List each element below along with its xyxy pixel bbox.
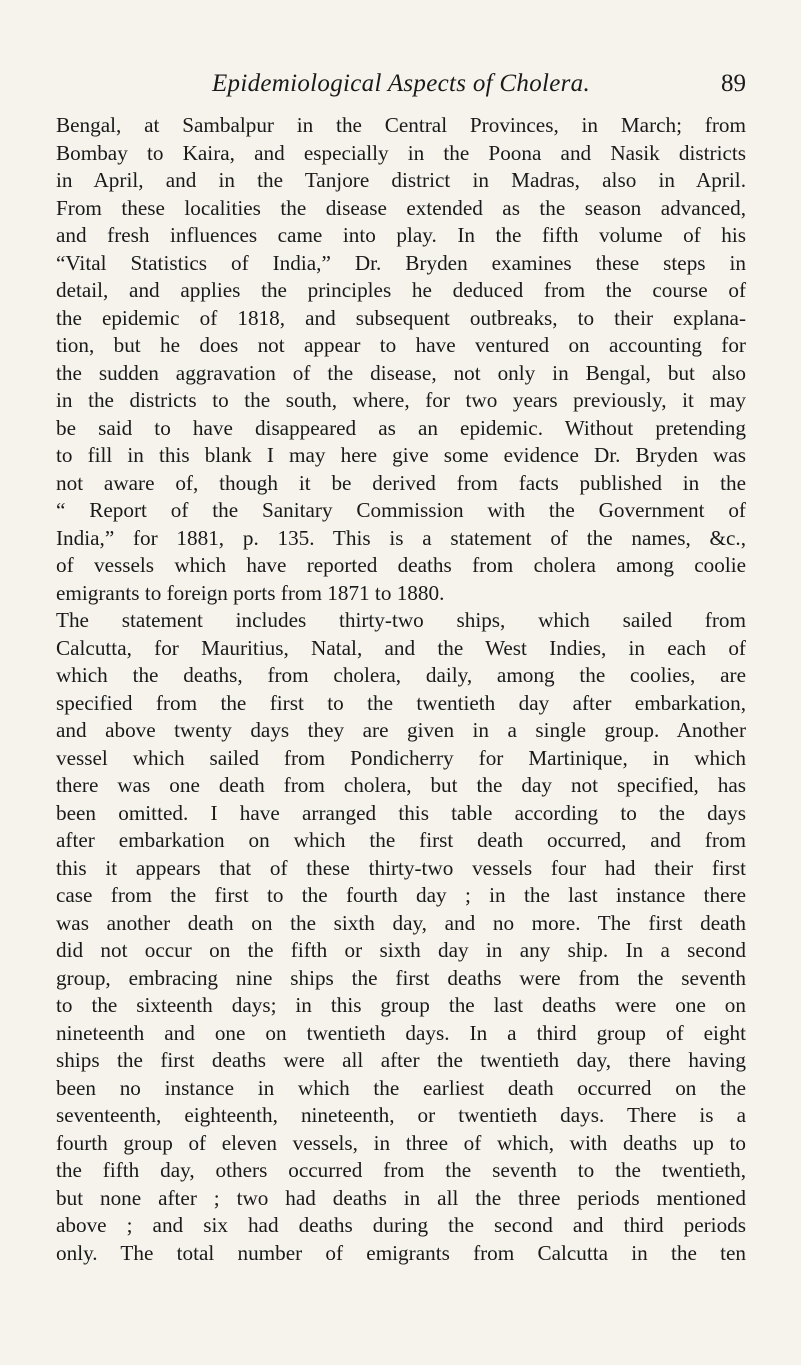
text-line: detail, and applies the principles he deduced from the course of [56, 278, 746, 302]
text-line: Calcutta, for Mauritius, Natal, and the West Indies, in each of [56, 635, 746, 660]
text-line: Bombay to Kaira, and especially in the Poona and Nasik districts [56, 140, 746, 165]
text-line: was another death on the sixth day, and no more. The first death [56, 910, 746, 935]
text-line: the sudden aggravation of the disease, not only in Bengal, but also [56, 360, 746, 385]
text-line: and fresh influences came into play. In the fifth volume of his [56, 223, 746, 247]
text-line: but none after ; two had deaths in all the three periods mentioned [56, 1185, 746, 1210]
text-line: in April, and in the Tanjore district in Madras, also in April. [56, 168, 746, 192]
text-line: did not occur on the fifth or sixth day in any ship. In a second [56, 938, 746, 962]
text-line: Bengal, at Sambalpur in the Central Provinces, in March; from [56, 113, 746, 137]
page-number: 89 [721, 70, 746, 97]
text-line: “Vital Statistics of India,” Dr. Bryden examines these steps in [56, 250, 746, 275]
text-line: be said to have disappeared as an epidemic. Without pretending [56, 415, 746, 440]
text-line: only. The total number of emigrants from Calcutta in the ten [56, 1240, 746, 1265]
text-line: been no instance in which the earliest death occurred on the [56, 1075, 746, 1100]
text-line: The statement includes thirty-two ships, which sailed from [56, 608, 746, 632]
text-line: been omitted. I have arranged this table according to the days [56, 800, 746, 825]
text-line: in the districts to the south, where, for two years previously, it may [56, 388, 746, 412]
text-line: not aware of, though it be derived from facts published in the [56, 470, 746, 495]
running-header [56, 70, 746, 106]
running-title: Epidemiological Aspects of Cholera. [211, 70, 591, 97]
text-line: group, embracing nine ships the first deaths were from the seventh [56, 965, 746, 990]
text-line: nineteenth and one on twentieth days. In a third group of eight [56, 1020, 746, 1045]
text-line: fourth group of eleven vessels, in three of which, with deaths up to [56, 1130, 746, 1155]
text-line: India,” for 1881, p. 135. This is a statement of the names, &c., [56, 525, 746, 550]
text-line: case from the first to the fourth day ; in the last instance there [56, 883, 746, 907]
body-text [56, 112, 746, 1267]
text-line: emigrants to foreign ports from 1871 to 1880. [56, 580, 445, 605]
text-line: From these localities the disease extended as the season advanced, [56, 195, 746, 220]
text-line: of vessels which have reported deaths from cholera among coolie [56, 553, 746, 577]
text-line: this it appears that of these thirty-two vessels four had their first [56, 855, 746, 880]
text-line: which the deaths, from cholera, daily, among the coolies, are [56, 663, 746, 687]
text-line: after embarkation on which the first death occurred, and from [56, 828, 746, 852]
text-line: and above twenty days they are given in a single group. Another [56, 718, 746, 742]
text-line: to fill in this blank I may here give some evidence Dr. Bryden was [56, 443, 746, 467]
text-line: above ; and six had deaths during the second and third periods [56, 1213, 746, 1237]
text-line: specified from the first to the twentieth day after embarkation, [56, 690, 746, 715]
text-line: ships the first deaths were all after the twentieth day, there having [56, 1048, 746, 1072]
text-line: the fifth day, others occurred from the seventh to the twentieth, [56, 1158, 746, 1182]
text-line: vessel which sailed from Pondicherry for Martinique, in which [56, 745, 746, 770]
text-line: the epidemic of 1818, and subsequent outbreaks, to their explana- [56, 305, 746, 330]
text-line: seventeenth, eighteenth, nineteenth, or twentieth days. There is a [56, 1103, 746, 1127]
text-line: tion, but he does not appear to have ventured on accounting for [56, 333, 746, 357]
text-line: to the sixteenth days; in this group the last deaths were one on [56, 993, 746, 1017]
text-line: “ Report of the Sanitary Commission with the Government of [56, 498, 746, 522]
text-line: there was one death from cholera, but the day not specified, has [56, 773, 746, 797]
